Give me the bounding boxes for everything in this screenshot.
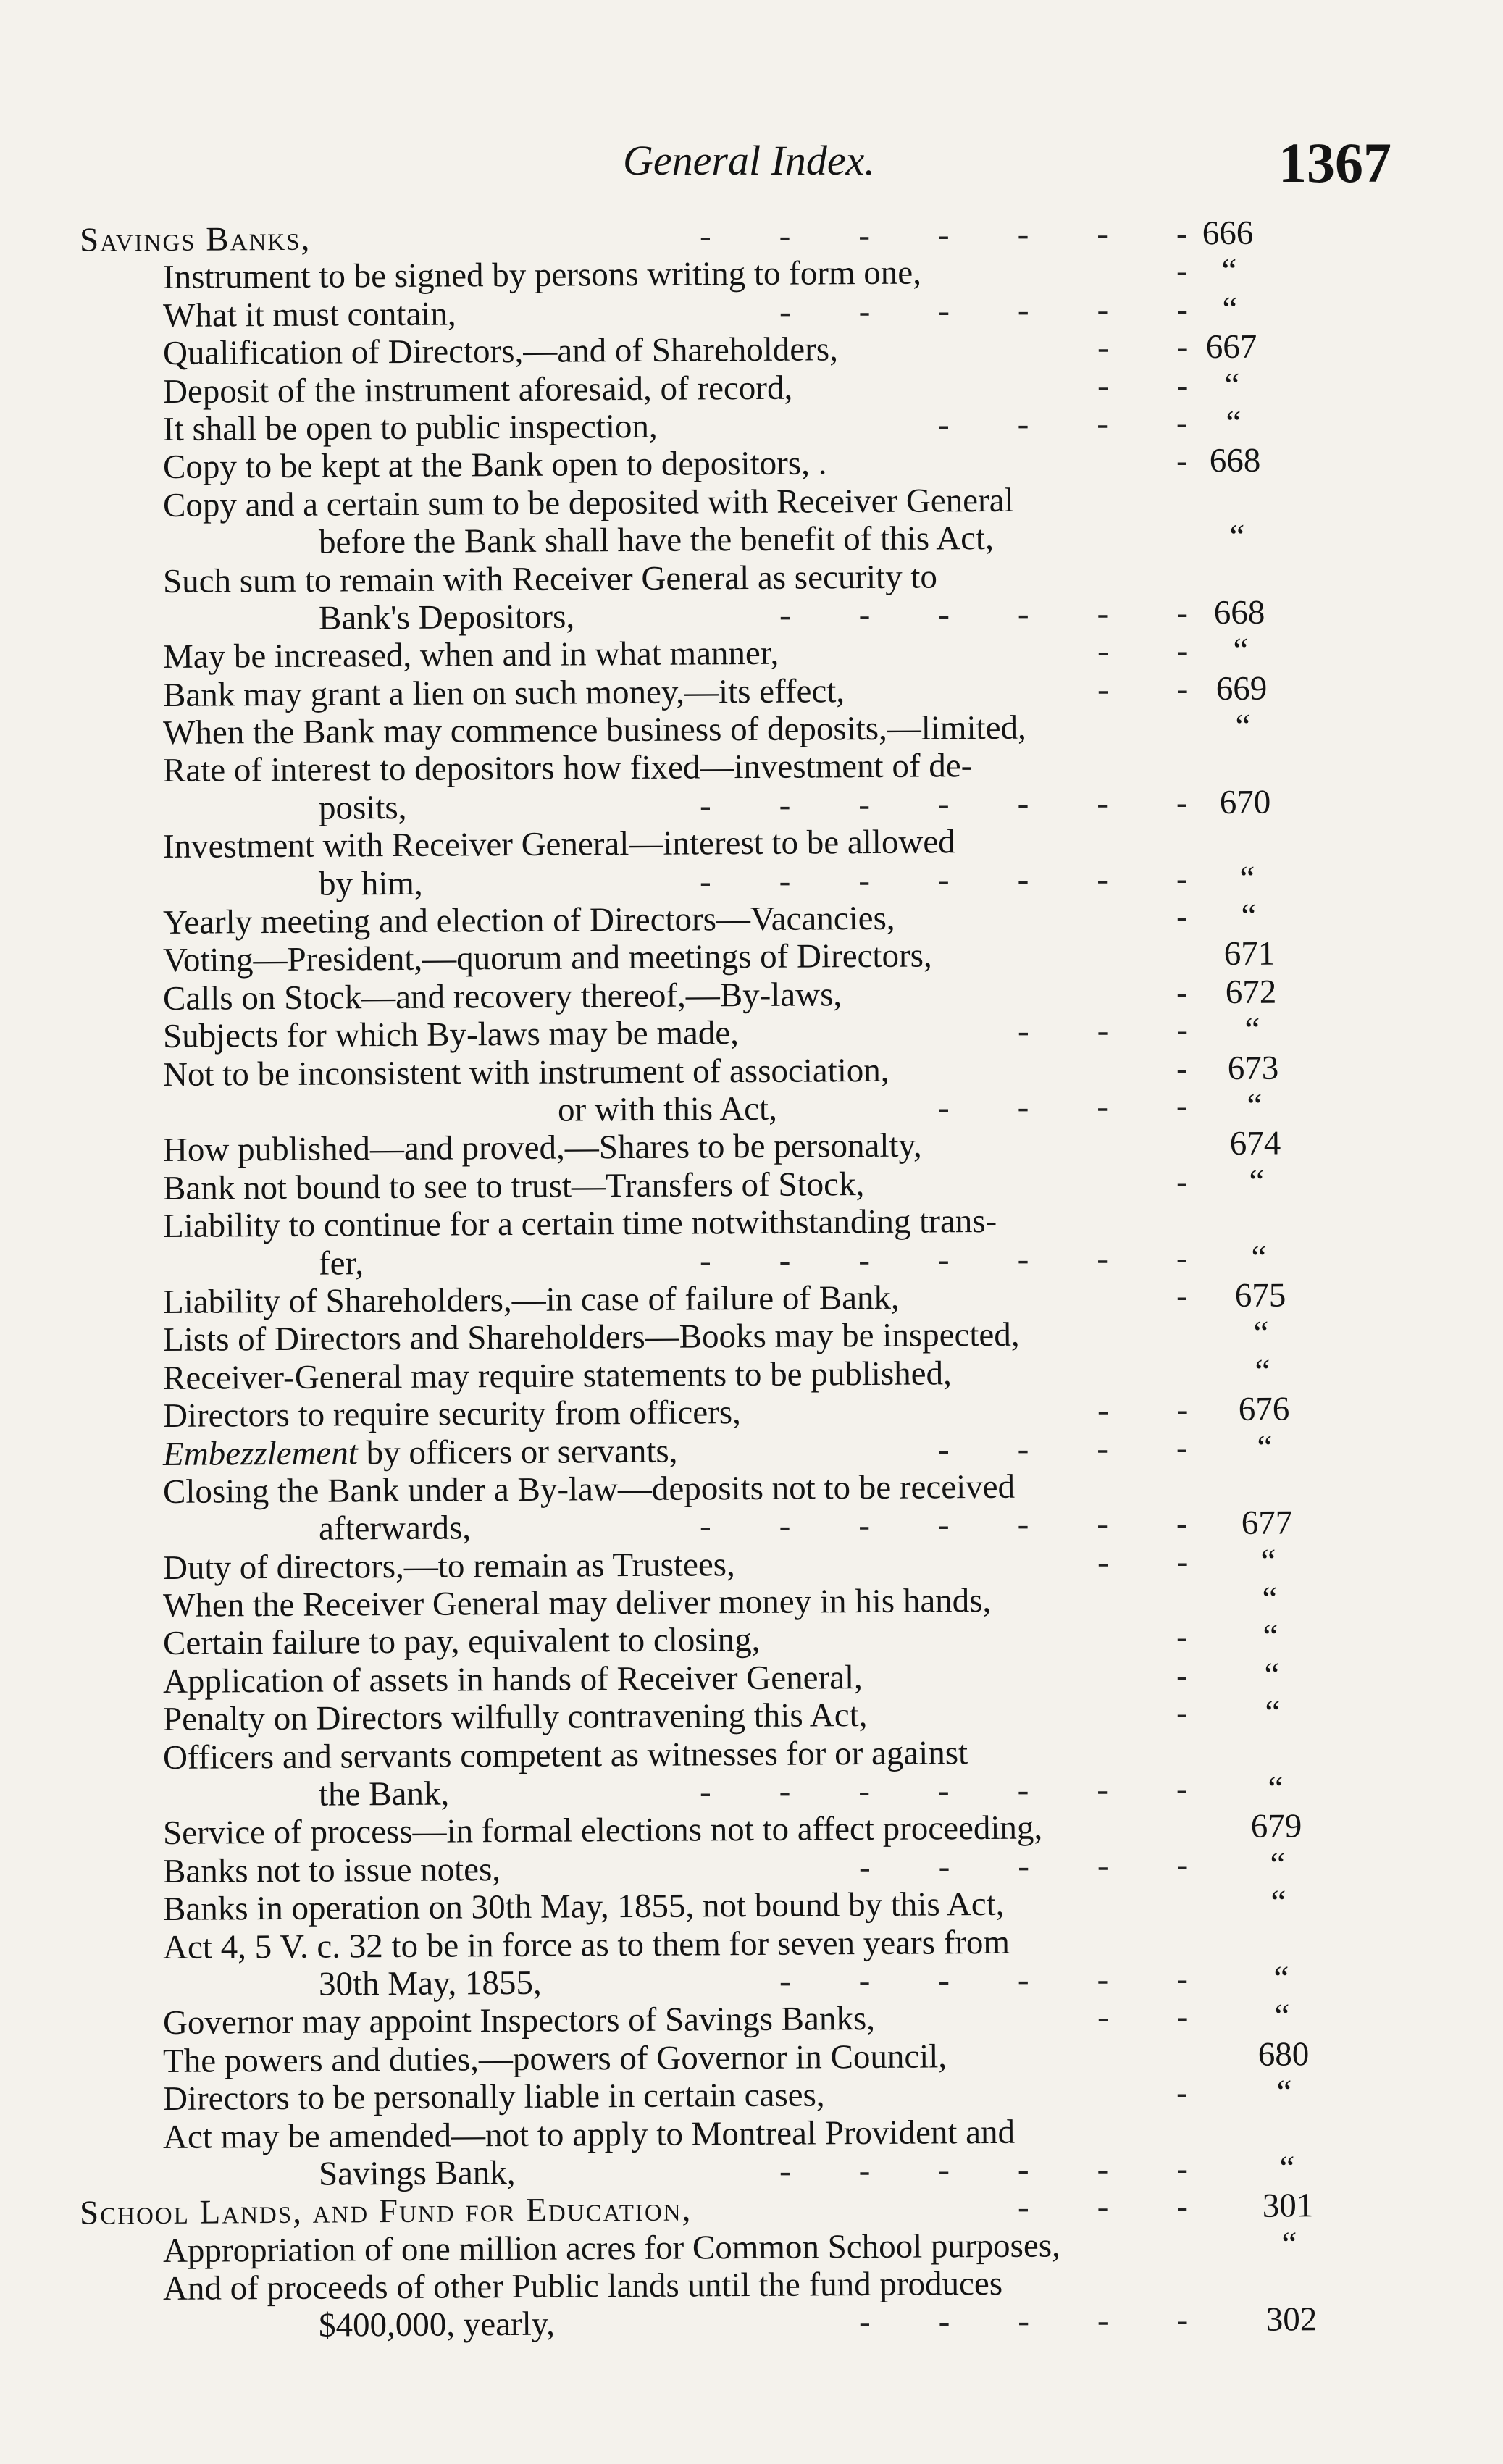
leader-dashes: - (1176, 1277, 1188, 1315)
page-number: 1367 (1278, 131, 1391, 194)
entry-text: Bank not bound to see to trust—Transfers of Stock, (162, 1165, 865, 1207)
page-reference: “ (1263, 1618, 1278, 1656)
leader-dashes: - - (1097, 670, 1189, 708)
page-reference: “ (1262, 1580, 1278, 1618)
entry-text: Directors to require security from officers, (162, 1394, 742, 1436)
leader-dashes: - (1176, 2074, 1188, 2112)
page-reference: 302 (1265, 2300, 1318, 2339)
leader-dashes: - (1176, 442, 1188, 480)
entry-text: Bank's Depositors, (318, 598, 575, 637)
leader-dashes: - - - - (937, 1428, 1188, 1468)
entry-text: Copy and a certain sum to be deposited with Receiver General (162, 481, 1014, 524)
leader-dashes: - - - - (937, 404, 1188, 444)
entry-text: Copy to be kept at the Bank open to depositors, . (162, 444, 827, 487)
entry-text: Directors to be personally liable in certain cases, (162, 2076, 825, 2119)
page-reference: “ (1222, 290, 1238, 328)
entry-text: Service of process—in formal elections not to affect proceeding, (162, 1809, 1043, 1853)
entry-text: Not to be inconsistent with instrument of association, (162, 1051, 889, 1094)
page-reference: 668 (1209, 442, 1261, 480)
entry-text: When the Bank may commence business of deposits,—limited, (162, 708, 1026, 753)
entry-text: Embezzlement by officers or servants, (162, 1432, 678, 1473)
page-reference: “ (1264, 1656, 1280, 1694)
page-reference: “ (1235, 707, 1251, 745)
entry-text: Duty of directors,—to remain as Trustees, (162, 1545, 735, 1587)
page-reference: “ (1257, 1428, 1273, 1467)
leader-dashes: - - - - - (858, 1846, 1189, 1886)
leader-dashes: - - - - - - - (699, 784, 1188, 825)
leader-dashes: - - - (1017, 1011, 1189, 1050)
entry-text: Officers and servants competent as witnesses for or against (162, 1733, 968, 1777)
page-reference: “ (1276, 2073, 1292, 2111)
entry-text: Savings Banks, (79, 219, 311, 259)
entry-text: $400,000, yearly, (318, 2305, 556, 2345)
page-reference: “ (1221, 252, 1237, 290)
leader-dashes: - (1176, 1656, 1188, 1695)
page-reference: 668 (1213, 593, 1265, 632)
page-reference: 680 (1257, 2035, 1310, 2074)
page-reference: “ (1270, 1883, 1286, 1922)
entry-text: May be increased, when and in what manner, (162, 634, 779, 676)
leader-dashes: - - - - - - - (699, 1239, 1188, 1280)
entry-text: Penalty on Directors wilfully contravening this Act, (162, 1696, 868, 1739)
entry-text: Bank may grant a lien on such money,—its effect, (162, 671, 845, 714)
leader-dashes: - - - - - (858, 2301, 1189, 2342)
entry-text: Subjects for which By-laws may be made, (162, 1014, 740, 1056)
leader-dashes: - (1176, 1163, 1188, 1202)
page-reference: 673 (1227, 1049, 1279, 1087)
leader-dashes: - (1176, 973, 1188, 1012)
entry-text: Governor may appoint Inspectors of Savings Banks, (162, 2000, 876, 2042)
page-reference: 301 (1262, 2187, 1314, 2226)
page-reference: “ (1229, 517, 1245, 556)
page-reference: “ (1226, 403, 1242, 442)
entry-text: The powers and duties,—powers of Governor in Council, (162, 2037, 947, 2080)
entry-text: Savings Bank, (318, 2153, 516, 2193)
entry-text: the Bank, (318, 1774, 450, 1814)
entry-text: How published—and proved,—Shares to be personalty, (162, 1126, 922, 1170)
page-reference: 666 (1202, 214, 1254, 253)
entry-text: Liability of Shareholders,—in case of failure of Bank, (162, 1278, 900, 1321)
entry-text: And of proceeds of other Public lands until the fund produces (162, 2264, 1003, 2308)
leader-dashes: - - - - - - (779, 290, 1189, 331)
page-reference: “ (1251, 1239, 1267, 1277)
entry-text: Liability to continue for a certain time notwithstanding trans- (162, 1202, 997, 1246)
entry-text: posits, (318, 788, 407, 827)
page-reference: “ (1253, 1314, 1269, 1353)
leader-dashes: - (1176, 897, 1188, 936)
leader-dashes: - - - - - - (779, 594, 1189, 634)
page-reference: 670 (1219, 783, 1271, 821)
page-reference: 674 (1229, 1124, 1281, 1163)
page-reference: “ (1241, 897, 1257, 935)
page-reference: 667 (1205, 327, 1257, 366)
entry-text: Certain failure to pay, equivalent to closing, (162, 1621, 761, 1663)
page-reference: “ (1224, 366, 1240, 404)
running-header (0, 130, 1503, 196)
entry-text: by him, (318, 864, 423, 903)
entry-text: Act 4, 5 V. c. 32 to be in force as to them for seven years from (162, 1923, 1010, 1966)
entry-text: before the Bank shall have the benefit of this Act, (318, 519, 995, 561)
entry-text: Instrument to be signed by persons writing to form one, (162, 253, 922, 297)
page-reference: 676 (1238, 1390, 1290, 1429)
leader-dashes: - - (1097, 1542, 1189, 1581)
entry-text: Investment with Receiver General—interest to be allowed (162, 823, 955, 866)
leader-dashes: - - - - - - (779, 2150, 1189, 2190)
leader-dashes: - (1176, 252, 1188, 290)
entry-text: Lists of Directors and Shareholders—Books may be inspected, (162, 1316, 1020, 1359)
leader-dashes: - - - - - - - (699, 1770, 1188, 1811)
page-reference: “ (1239, 859, 1255, 897)
entry-text: Deposit of the instrument aforesaid, of record, (162, 369, 793, 411)
leader-dashes: - - (1097, 632, 1189, 671)
page-reference: 671 (1223, 935, 1276, 973)
page-reference: “ (1244, 1010, 1260, 1049)
leader-dashes: - - - (1017, 2187, 1189, 2227)
entry-text: Application of assets in hands of Receiver General, (162, 1658, 863, 1701)
index-entry (0, 2300, 1503, 2347)
entry-text: Qualification of Directors,—and of Shareholders, (162, 330, 839, 373)
entry-text: Receiver-General may require statements to be published, (162, 1354, 952, 1397)
entry-text: Voting—President,—quorum and meetings of Directors, (162, 936, 932, 980)
entry-text: Act may be amended—not to apply to Montreal Provident and (162, 2113, 1016, 2156)
page-reference: “ (1247, 1086, 1263, 1125)
entry-text: Closing the Bank under a By-law—deposits not to be received (162, 1467, 1016, 1511)
entry-text: Such sum to remain with Receiver General as security to (162, 557, 938, 600)
page-reference: 669 (1215, 669, 1268, 708)
page-reference: “ (1255, 1352, 1270, 1391)
leader-dashes: - - (1097, 1391, 1189, 1430)
entry-text: It shall be open to public inspection, (162, 407, 658, 448)
entry-text: Banks in operation on 30th May, 1855, not bound by this Act, (162, 1885, 1005, 1929)
page-reference: “ (1268, 1769, 1284, 1808)
index-entry-list (0, 214, 1503, 2345)
page-reference: “ (1260, 1542, 1276, 1580)
page-reference: “ (1233, 632, 1249, 670)
entry-text: Calls on Stock—and recovery thereof,—By-laws, (162, 976, 842, 1018)
leader-dashes: - - (1097, 366, 1189, 405)
leader-dashes: - - - - - - - (699, 859, 1188, 901)
page-reference: “ (1249, 1162, 1265, 1201)
entry-text: Rate of interest to depositors how fixed—investment of de- (162, 747, 973, 790)
entry-text: Appropriation of one million acres for Common School purposes, (162, 2226, 1060, 2270)
page-reference: 679 (1250, 1807, 1302, 1846)
page-reference: “ (1270, 1845, 1286, 1884)
leader-dashes: - - (1097, 328, 1189, 367)
leader-dashes: - (1176, 1618, 1188, 1656)
entry-text: Banks not to issue notes, (162, 1850, 501, 1890)
entry-text: School Lands, and Fund for Education, (79, 2190, 692, 2232)
page-reference: “ (1265, 1693, 1281, 1732)
entry-text: Yearly meeting and election of Directors—Vacancies, (162, 899, 895, 942)
page-reference: “ (1273, 1959, 1289, 1998)
page-reference: “ (1274, 1997, 1290, 2035)
entry-text: When the Receiver General may deliver money in his hands, (162, 1582, 992, 1625)
page-reference: “ (1279, 2149, 1295, 2187)
entry-text: fer, (318, 1244, 364, 1283)
leader-dashes: - - - - - - (779, 1960, 1189, 2000)
leader-dashes: - (1176, 1694, 1188, 1732)
entry-text: afterwards, (318, 1509, 472, 1548)
leader-dashes: - (1176, 1049, 1188, 1088)
leader-dashes: - - - - - - - (699, 214, 1188, 256)
entry-text: or with this Act, (557, 1089, 778, 1129)
page-reference: “ (1281, 2225, 1297, 2263)
page-reference: 672 (1225, 973, 1277, 1011)
entry-text: What it must contain, (162, 295, 456, 335)
leader-dashes: - - - - (937, 1087, 1188, 1127)
entry-text: 30th May, 1855, (318, 1964, 542, 2003)
running-title: General Index. (623, 137, 875, 184)
leader-dashes: - - (1097, 1998, 1189, 2037)
page-reference: 675 (1234, 1276, 1286, 1315)
page-reference: 677 (1241, 1504, 1293, 1543)
leader-dashes: - - - - - - - (699, 1504, 1188, 1546)
